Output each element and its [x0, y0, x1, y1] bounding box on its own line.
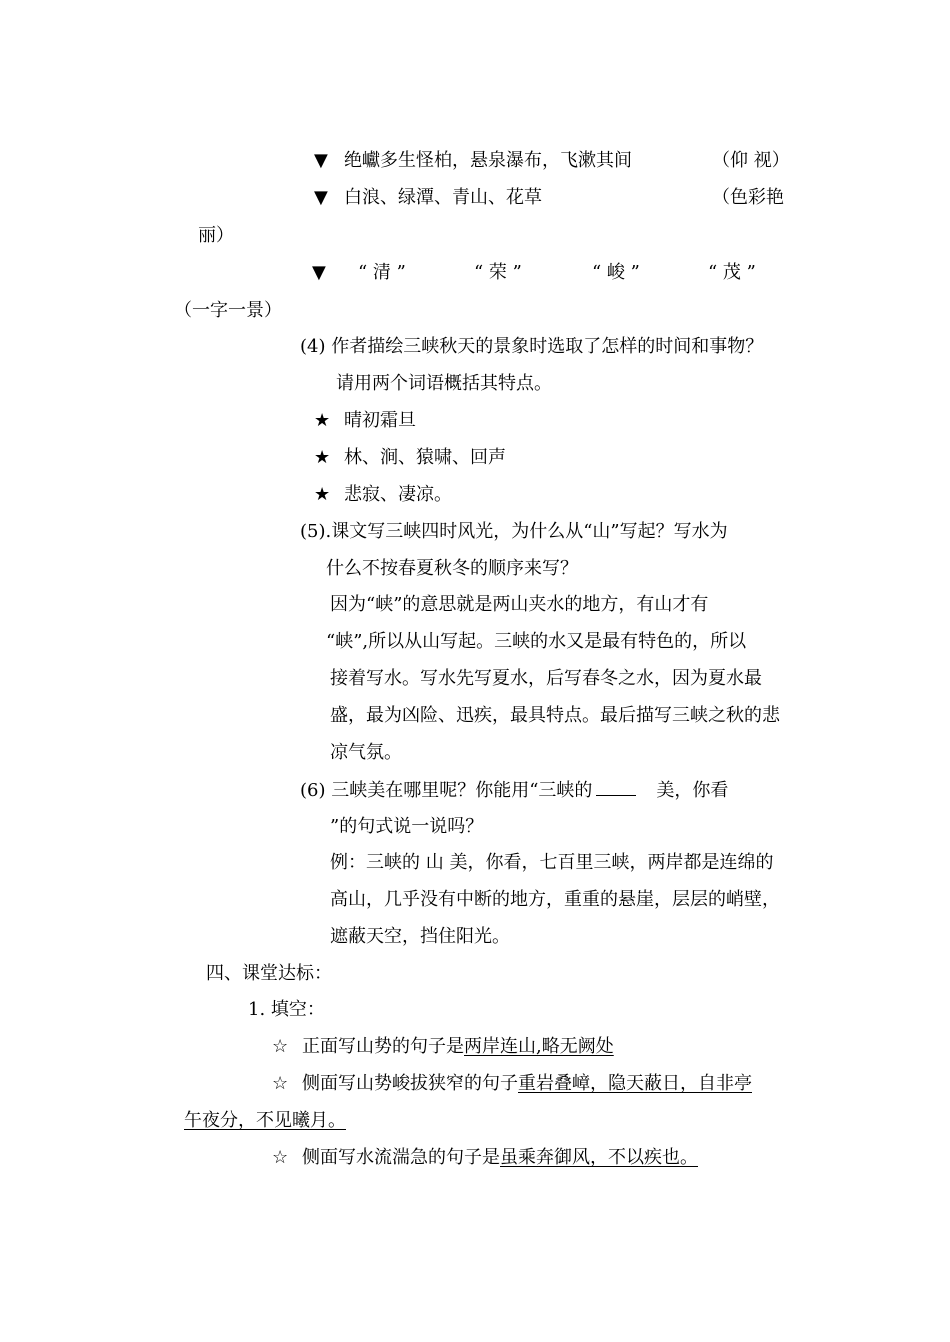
bullet-note-continuation: 丽）	[198, 225, 234, 246]
example-6-line-3: 遮蔽天空，挡住阳光。	[330, 926, 510, 947]
bullet-note: （色彩艳	[712, 187, 784, 208]
fill-prompt: 正面写山势的句子是	[302, 1036, 464, 1057]
question-4-cont: 请用两个词语概括其特点。	[336, 373, 552, 394]
bullet-text: 绝巘多生怪柏，悬泉瀑布，飞漱其间	[344, 150, 632, 171]
answer-text: 悲寂、凄凉。	[344, 484, 452, 505]
triangle-bullet-icon: ▼	[314, 187, 328, 208]
bullet-text: 白浪、绿潭、青山、花草	[344, 187, 542, 208]
answer-text: 林、涧、猿啸、回声	[344, 447, 506, 468]
fill-item-2-cont	[184, 1110, 346, 1132]
answer-5-line-2: “峡”,所以从山写起。三峡的水又是最有特色的，所以	[326, 631, 747, 652]
fill-item-1	[272, 1036, 614, 1058]
star-bullet-icon: ★	[314, 410, 331, 431]
answer-star-2	[314, 447, 506, 469]
answer-5-line-5: 凉气氛。	[330, 742, 402, 763]
fill-item-3	[272, 1147, 698, 1169]
keyword-qing: “ 清 ”	[358, 262, 406, 283]
triangle-bullet-icon: ▼	[312, 262, 326, 283]
answer-text: 晴初霜旦	[344, 410, 416, 431]
question-5: (5).课文写三峡四时风光，为什么从“山”写起？写水为	[300, 521, 728, 542]
answer-star-1	[314, 410, 416, 432]
question-6-text: 美，你看	[656, 780, 729, 801]
keyword-jun: “ 峻 ”	[592, 262, 640, 283]
fill-answer: 虽乘奔御风，不以疾也。	[500, 1147, 698, 1168]
question-6-text: (6) 三峡美在哪里呢？你能用“三峡的	[300, 780, 593, 801]
question-5-cont: 什么不按春夏秋冬的顺序来写？	[326, 558, 578, 579]
star-outline-icon: ☆	[272, 1036, 289, 1057]
star-bullet-icon: ★	[314, 447, 331, 468]
bullet-note: （仰 视）	[712, 150, 790, 171]
fill-answer: 午夜分，不见曦月。	[184, 1110, 346, 1131]
answer-5-line-1: 因为“峡”的意思就是两山夹水的地方，有山才有	[330, 594, 709, 615]
fill-answer: 两岸连山,略无阙处	[464, 1036, 614, 1057]
fill-prompt: 侧面写水流湍急的句子是	[302, 1147, 500, 1168]
bullet-line-2	[314, 187, 542, 209]
question-6-cont: ”的句式说一说吗？	[330, 816, 484, 837]
bullet-note-continuation: （一字一景）	[174, 300, 282, 321]
answer-5-line-4: 盛，最为凶险、迅疾，最具特点。最后描写三峡之秋的悲	[330, 705, 780, 726]
keyword-mao: “ 茂 ”	[708, 262, 756, 283]
bullet-line-1	[314, 150, 632, 172]
question-6	[300, 779, 728, 802]
star-outline-icon: ☆	[272, 1073, 289, 1094]
fill-answer: 重岩叠嶂，隐天蔽日，自非亭	[518, 1073, 752, 1094]
star-outline-icon: ☆	[272, 1147, 289, 1168]
example-6-line-2: 高山，几乎没有中断的地方，重重的悬崖，层层的峭壁，	[330, 889, 780, 910]
answer-5-line-3: 接着写水。写水先写夏水，后写春冬之水，因为夏水最	[330, 668, 762, 689]
bullet-line-3	[312, 262, 342, 284]
section-heading: 四、课堂达标：	[206, 963, 332, 984]
keyword-rong: “ 荣 ”	[474, 262, 522, 283]
fill-blank	[596, 779, 636, 796]
answer-star-3	[314, 484, 452, 506]
fill-prompt: 侧面写山势峻拔狭窄的句子	[302, 1073, 518, 1094]
example-6-line-1: 例：三峡的 山 美，你看，七百里三峡，两岸都是连绵的	[330, 852, 774, 873]
question-4: (4) 作者描绘三峡秋天的景象时选取了怎样的时间和事物？	[300, 336, 764, 357]
fill-title: 1. 填空：	[248, 999, 325, 1020]
fill-item-2	[272, 1073, 752, 1095]
triangle-bullet-icon: ▼	[314, 150, 328, 171]
star-bullet-icon: ★	[314, 484, 331, 505]
